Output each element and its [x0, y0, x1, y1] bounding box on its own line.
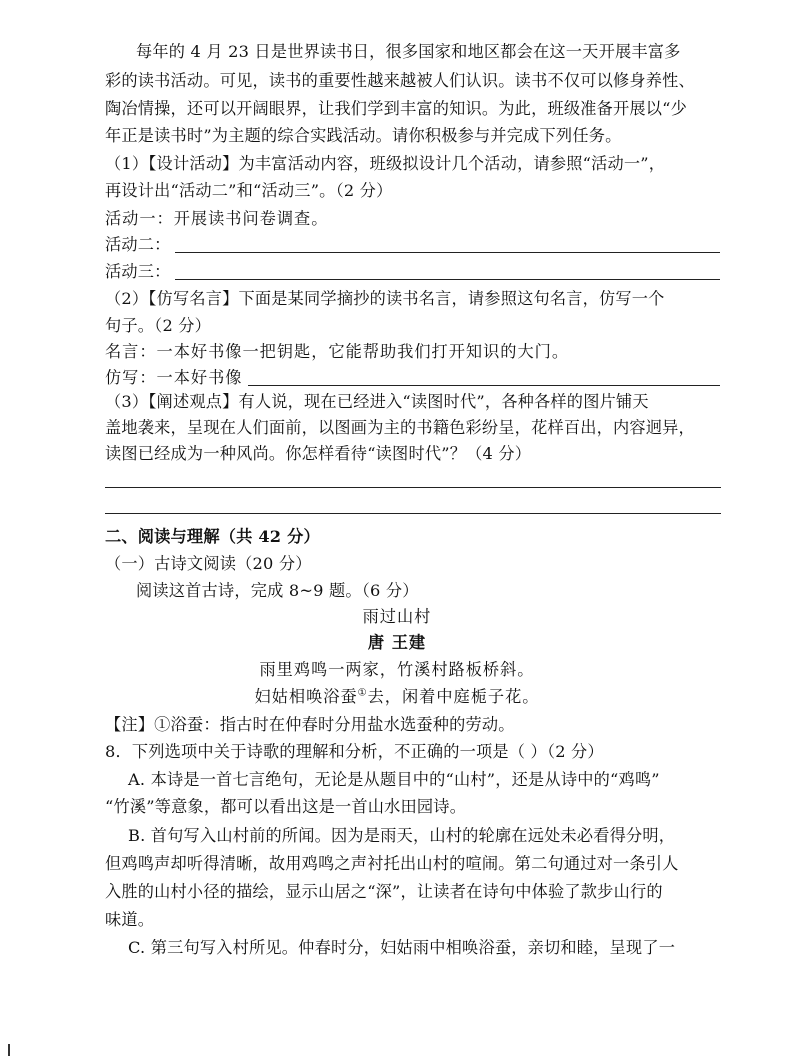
option-b-line-4: 味道。	[105, 910, 155, 929]
task3-line-2: 盖地袭来，呈现在人们面前，以图画为主的书籍色彩纷呈，花样百出，内容迥异，	[105, 418, 695, 437]
poem-title: 雨过山村	[362, 607, 432, 626]
imitation-answer-line[interactable]	[248, 385, 720, 386]
task2-line-1: （2）【仿写名言】下面是某同学摘抄的读书名言，请参照这句名言，仿写一个	[105, 289, 665, 308]
activity-2-answer-line[interactable]	[175, 252, 720, 253]
poem-line-2-part-b: 去，闲着中庭栀子花。	[367, 687, 540, 706]
task3-answer-line-1[interactable]	[105, 487, 721, 488]
activity-3-answer-line[interactable]	[175, 279, 720, 280]
option-b-line-3: 入胜的山村小径的描绘，显示山居之“深”，让读者在诗句中体验了款步山行的	[105, 882, 663, 901]
task2-line-2: 句子。（2 分）	[105, 316, 212, 335]
footnote: 【注】①浴蚕：指古时在仲春时分用盐水选蚕种的劳动。	[105, 715, 515, 734]
option-a-line-2: “竹溪”等意象，都可以看出这是一首山水田园诗。	[105, 797, 467, 816]
intro-line-4: 年正是读书时”为主题的综合实践活动。请你积极参与并完成下列任务。	[105, 126, 622, 145]
famous-quote: 名言：一本好书像一把钥匙，它能帮助我们打开知识的大门。	[105, 342, 570, 361]
footnote-marker: ①	[357, 687, 368, 699]
option-c-line-1: C. 第三句写入村所见。仲春时分，妇姑雨中相唤浴蚕，亲切和睦，呈现了一	[128, 938, 676, 957]
activity-3-label: 活动三：	[105, 262, 171, 281]
activity-1: 活动一：开展读书问卷调查。	[105, 209, 329, 228]
task1-line-1: （1）【设计活动】为丰富活动内容，班级拟设计几个活动，请参照“活动一”，	[105, 154, 666, 173]
task3-answer-line-2[interactable]	[105, 513, 721, 514]
option-b-line-2: 但鸡鸣声却听得清晰，故用鸡鸣之声衬托出山村的喧闹。第二句通过对一条引人	[105, 854, 679, 873]
imitation-prompt: 仿写：一本好书像	[105, 368, 243, 387]
task3-line-3: 读图已经成为一种风尚。你怎样看待“读图时代”？（4 分）	[105, 444, 532, 463]
option-b-line-1: B. 首句写入山村前的所闻。因为是雨天，山村的轮廓在远处未必看得分明，	[128, 826, 676, 845]
option-a-line-1: A. 本诗是一首七言绝句，无论是从题目中的“山村”，还是从诗中的“鸡鸣”	[128, 770, 660, 789]
activity-2-label: 活动二：	[105, 235, 171, 254]
poem-line-2	[0, 686, 794, 708]
poem-line-2-part-a: 妇姑相唤浴蚕	[254, 687, 358, 706]
section-2-title: 二、阅读与理解（共 42 分）	[105, 527, 320, 546]
subsection-1-title: （一）古诗文阅读（20 分）	[105, 554, 312, 573]
task3-line-1: （3）【阐述观点】有人说，现在已经进入“读图时代”，各种各样的图片铺天	[105, 392, 649, 411]
intro-line-3: 陶冶情操，还可以开阔眼界，让我们学到丰富的知识。为此，班级准备开展以“少	[105, 99, 688, 118]
question-8-stem: 8．下列选项中关于诗歌的理解和分析，不正确的一项是（ ）（2 分）	[105, 742, 604, 761]
poem-author: 唐 王建	[367, 633, 427, 652]
scan-edge-mark	[8, 1044, 10, 1056]
intro-line-2: 彩的读书活动。可见，读书的重要性越来越被人们认识。读书不仅可以修身养性、	[105, 71, 695, 90]
poem-line-1: 雨里鸡鸣一两家，竹溪村路板桥斜。	[259, 660, 535, 679]
task1-line-2: 再设计出“活动二”和“活动三”。（2 分）	[105, 181, 393, 200]
intro-line-1: 每年的 4 月 23 日是世界读书日，很多国家和地区都会在这一天开展丰富多	[136, 42, 681, 61]
poem-instruction: 阅读这首古诗，完成 8~9 题。（6 分）	[136, 581, 419, 600]
